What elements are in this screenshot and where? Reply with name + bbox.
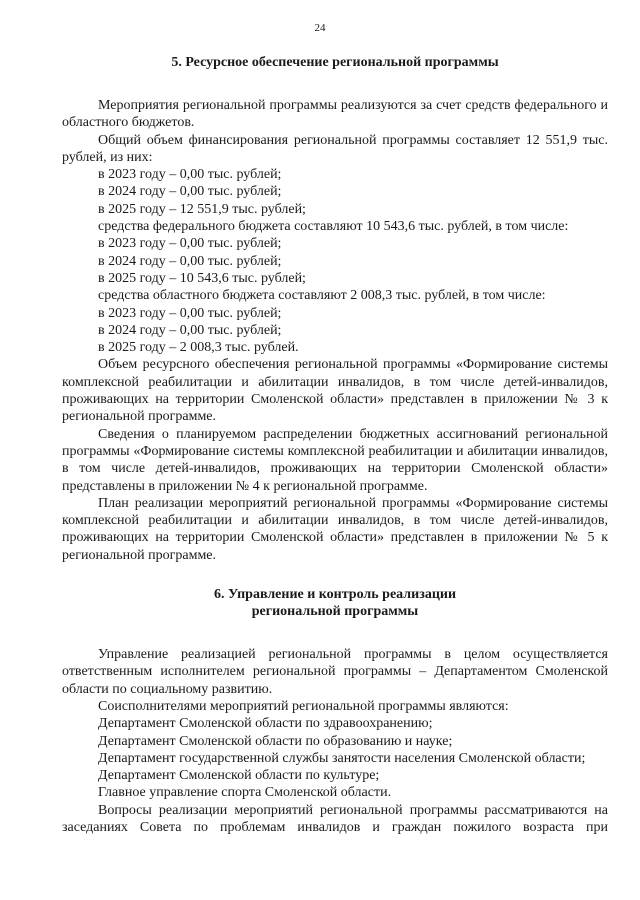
paragraph: Общий объем финансирования региональной программы составляет 12 551,9 тыс. рублей, из них: bbox=[62, 132, 608, 165]
paragraph: Соисполнителями мероприятий региональной программы являются: bbox=[98, 698, 509, 714]
paragraph: в 2024 году – 0,00 тыс. рублей; bbox=[98, 253, 282, 269]
paragraph: в 2023 году – 0,00 тыс. рублей; bbox=[98, 305, 282, 321]
paragraph: Департамент Смоленской области по культуре; bbox=[98, 768, 380, 784]
paragraph: средства федерального бюджета составляют 10 543,6 тыс. рублей, в том числе: bbox=[98, 219, 569, 235]
page-number: 24 bbox=[314, 22, 326, 34]
paragraph: План реализации мероприятий региональной программы «Формирование системы комплексной реабилитации и абилитации инвалидов, в том числе детей-инвалидов, проживающих на территории Смоленской области» представлен в приложении № 5 к региональной программе. bbox=[62, 495, 608, 563]
paragraph: Вопросы реализации мероприятий региональной программы рассматриваются на заседаниях Совета по проблемам инвалидов и граждан пожилого возраста при bbox=[62, 802, 608, 835]
paragraph: Департамент государственной службы занятости населения Смоленской области; bbox=[98, 750, 586, 766]
section-6-body bbox=[62, 646, 608, 836]
paragraph: Сведения о планируемом распределении бюджетных ассигнований региональной программы «Формирование системы комплексной реабилитации и абилитации инвалидов, в том числе детей-инвалидов, проживающих на территории Смоленской области» представлены в приложении № 4 к региональной программе. bbox=[62, 426, 608, 494]
paragraph: в 2025 году – 2 008,3 тыс. рублей. bbox=[98, 340, 299, 356]
paragraph: Департамент Смоленской области по образованию и науке; bbox=[98, 733, 453, 749]
paragraph: Департамент Смоленской области по здравоохранению; bbox=[98, 716, 433, 732]
paragraph: в 2025 году – 10 543,6 тыс. рублей; bbox=[98, 270, 306, 286]
section-6-title bbox=[62, 586, 608, 620]
section-6-title-line-2: региональной программы bbox=[251, 604, 419, 620]
paragraph: Объем ресурсного обеспечения региональной программы «Формирование системы комплексной реабилитации и абилитации инвалидов, в том числе детей-инвалидов, проживающих на территории Смоленской области» представлен в приложении № 3 к региональной программе. bbox=[62, 357, 608, 425]
paragraph: в 2025 году – 12 551,9 тыс. рублей; bbox=[98, 201, 306, 217]
section-6-title-line-1: 6. Управление и контроль реализации bbox=[213, 587, 457, 603]
section-5-title: 5. Ресурсное обеспечение региональной программы bbox=[171, 55, 499, 70]
paragraph: в 2023 году – 0,00 тыс. рублей; bbox=[98, 236, 282, 252]
paragraph: Главное управление спорта Смоленской области. bbox=[98, 785, 392, 801]
paragraph: в 2023 году – 0,00 тыс. рублей; bbox=[98, 167, 282, 183]
paragraph: Управление реализацией региональной программы в целом осуществляется ответственным исполнителем региональной программы – Департаментом Смоленской области по социальному развитию. bbox=[62, 647, 608, 697]
paragraph: в 2024 году – 0,00 тыс. рублей; bbox=[98, 184, 282, 200]
paragraph: в 2024 году – 0,00 тыс. рублей; bbox=[98, 322, 282, 338]
section-5-body bbox=[62, 97, 608, 564]
paragraph: Мероприятия региональной программы реализуются за счет средств федерального и областного бюджетов. bbox=[62, 98, 608, 131]
document-body bbox=[62, 54, 608, 836]
paragraph: средства областного бюджета составляют 2 008,3 тыс. рублей, в том числе: bbox=[98, 288, 546, 304]
